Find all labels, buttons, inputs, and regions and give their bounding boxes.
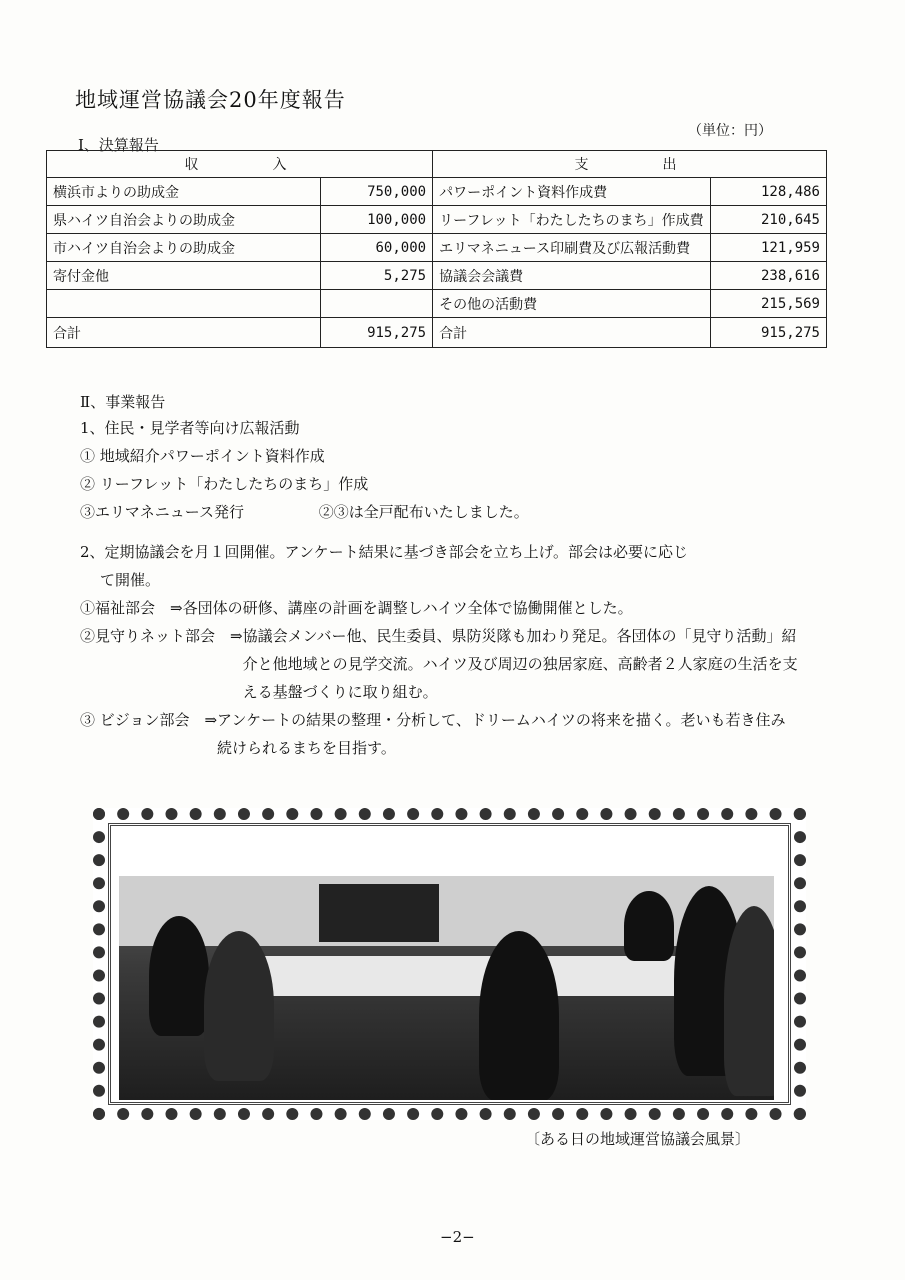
item1-c: ③エリマネニュース発行 <box>80 503 244 521</box>
unit-note: （単位：円） <box>688 123 772 139</box>
page-title: 地域運営協議会20年度報告 <box>75 88 346 112</box>
photo-wall <box>119 876 774 946</box>
income-label <box>47 290 321 318</box>
vision-label: ③ ビジョン部会 ⇒ <box>80 711 218 729</box>
photo-person <box>624 891 674 961</box>
total-row <box>47 318 827 348</box>
income-label: 市ハイツ自治会よりの助成金 <box>47 234 321 262</box>
expense-label: リーフレット「わたしたちのまち」作成費 <box>433 206 711 234</box>
expense-label: その他の活動費 <box>433 290 711 318</box>
table-row <box>47 206 827 234</box>
table-header-row <box>47 151 827 178</box>
table-row <box>47 234 827 262</box>
expense-total: 915,275 <box>710 318 826 348</box>
income-label: 県ハイツ自治会よりの助成金 <box>47 206 321 234</box>
expense-amount: 210,645 <box>710 206 826 234</box>
item1-note: ②③は全戸配布いたしました。 <box>318 503 529 521</box>
welfare-text: 各団体の研修、講座の計画を調整しハイツ全体で協働開催とした。 <box>182 599 633 617</box>
expense-amount: 128,486 <box>710 178 826 206</box>
item1-b: ② リーフレット「わたしたちのまち」作成 <box>80 475 369 493</box>
page-number: −2− <box>440 1228 475 1246</box>
income-amount: 100,000 <box>320 206 432 234</box>
income-total-label: 合計 <box>47 318 321 348</box>
income-header: 収 入 <box>47 151 433 178</box>
income-label: 寄付金他 <box>47 262 321 290</box>
photo-screen <box>319 884 439 942</box>
welfare-row <box>80 594 840 622</box>
expense-total-label: 合計 <box>433 318 711 348</box>
income-amount: 60,000 <box>320 234 432 262</box>
expense-label: パワーポイント資料作成費 <box>433 178 711 206</box>
meeting-photo <box>119 876 774 1100</box>
expense-amount: 121,959 <box>710 234 826 262</box>
financial-table <box>46 150 827 348</box>
welfare-label: ①福祉部会 ⇒ <box>80 599 183 617</box>
table-row <box>47 262 827 290</box>
table-row <box>47 290 827 318</box>
expense-header: 支 出 <box>433 151 827 178</box>
item1-c-line <box>80 498 529 526</box>
photo-person <box>724 906 774 1096</box>
item1-a: ① 地域紹介パワーポイント資料作成 <box>80 447 325 465</box>
vision-text: アンケートの結果の整理・分析して、ドリームハイツの将来を描く。老いも若き住み続けられるまちを目指す。 <box>217 711 786 757</box>
photo-person <box>149 916 209 1036</box>
income-amount: 750,000 <box>320 178 432 206</box>
income-total: 915,275 <box>320 318 432 348</box>
expense-amount: 215,569 <box>710 290 826 318</box>
business-item-1 <box>80 414 529 526</box>
photo-caption: 〔ある日の地域運営協議会風景〕 <box>525 1130 751 1148</box>
expense-amount: 238,616 <box>710 262 826 290</box>
item2-heading-line1: 2、定期協議会を月１回開催。アンケート結果に基づき部会を立ち上げ。部会は必要に応じ <box>80 543 689 561</box>
photo-person <box>479 931 559 1100</box>
business-item-2 <box>80 538 840 762</box>
item1-heading: 1、住民・見学者等向け広報活動 <box>80 419 300 437</box>
watch-label: ②見守りネット部会 ⇒ <box>80 627 243 645</box>
section-heading-business: Ⅱ、事業報告 <box>80 393 166 411</box>
table-row <box>47 178 827 206</box>
income-amount <box>320 290 432 318</box>
income-amount: 5,275 <box>320 262 432 290</box>
photo-person <box>204 931 274 1081</box>
income-label: 横浜市よりの助成金 <box>47 178 321 206</box>
section-heading-settlement: Ⅰ、決算報告 <box>78 136 159 154</box>
expense-label: エリマネニュース印刷費及び広報活動費 <box>433 234 711 262</box>
expense-label: 協議会会議費 <box>433 262 711 290</box>
watch-row <box>80 622 840 706</box>
vision-row <box>80 706 840 762</box>
item2-heading-line2: て開催。 <box>100 571 161 589</box>
watch-text: 協議会メンバー他、民生委員、県防災隊も加わり発足。各団体の「見守り活動」紹介と他地域との見学交流。ハイツ及び周辺の独居家庭、高齢者２人家庭の生活を支える基盤づくりに取り組む。 <box>242 627 798 701</box>
